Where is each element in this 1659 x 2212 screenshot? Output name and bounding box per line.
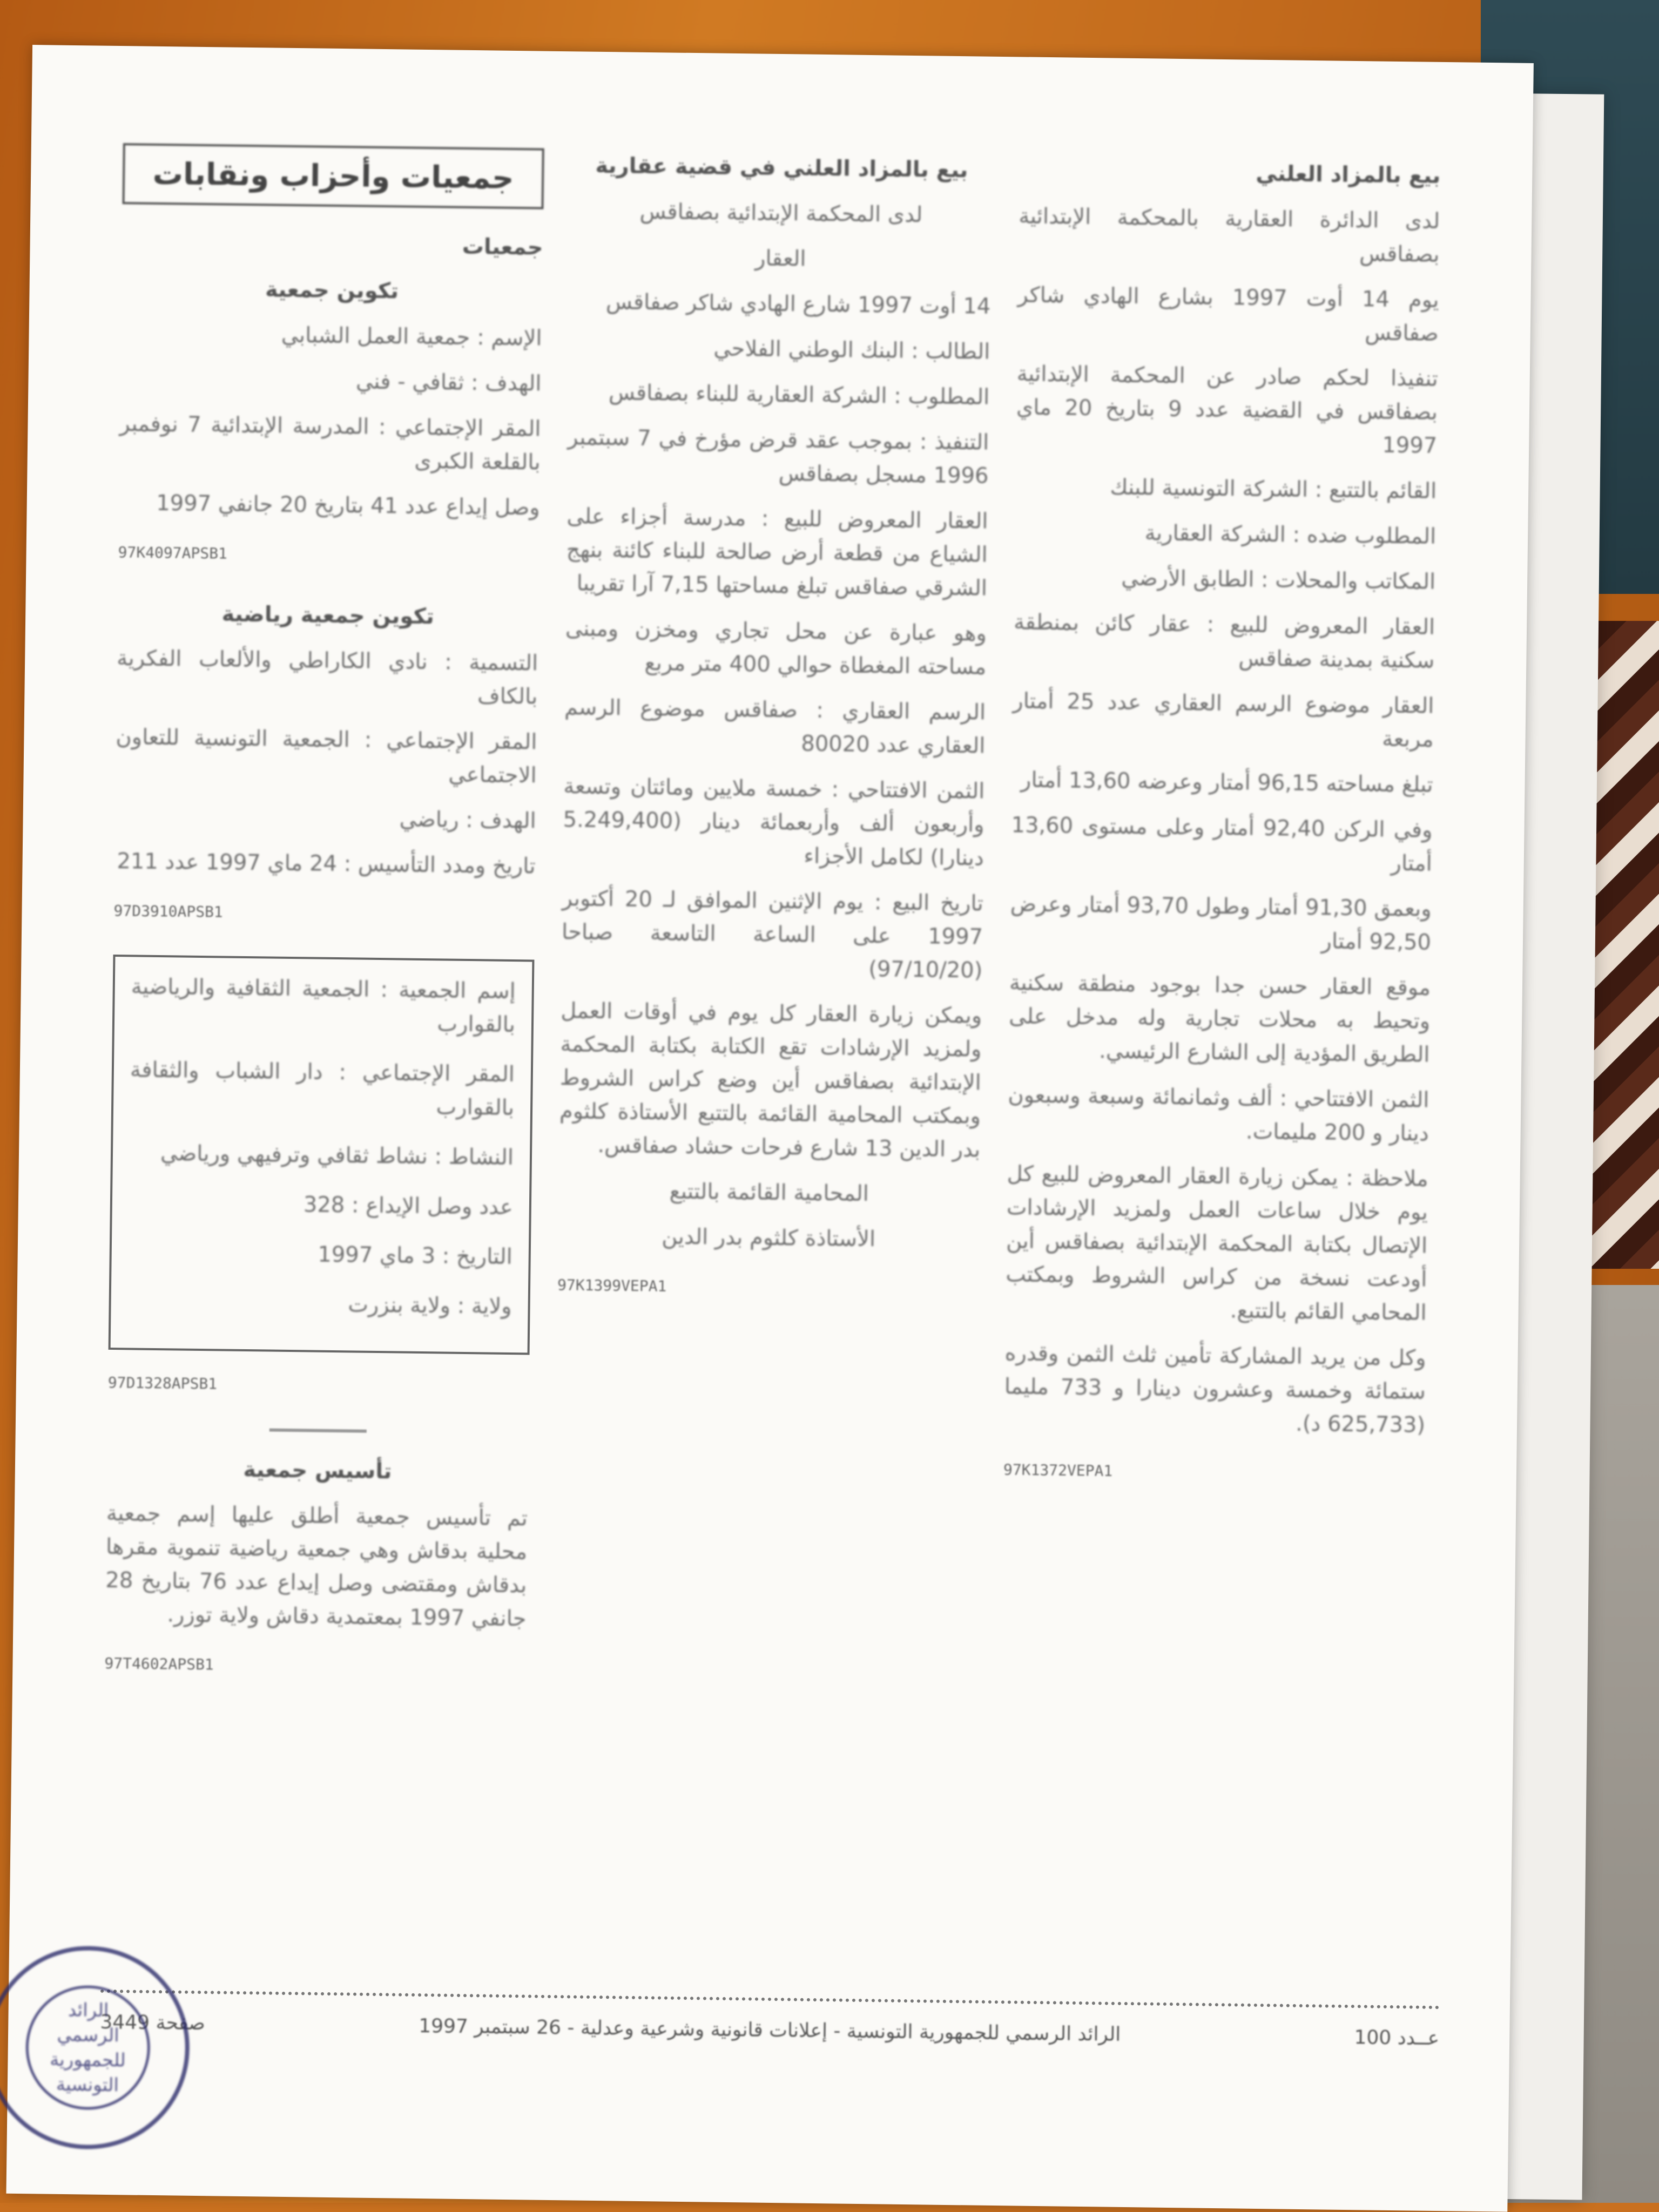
- right-col-line: وكل من يريد المشاركة تأمين ثلث الثمن وقدره ستمائة وخمسة وعشرون دينارا و 733 مليما (625,733 د).: [1004, 1341, 1426, 1438]
- middle-column: [557, 148, 993, 1334]
- notice2-title: تكوين جمعية رياضية: [221, 601, 435, 630]
- right-col-line: العقار موضوع الرسم العقاري عدد 25 أمتار مربعة: [1013, 688, 1434, 752]
- mid-col-line: لدى المحكمة الإبتدائية بصفاقس: [639, 199, 923, 228]
- notice3-ref: 97D1328APSB1: [107, 1373, 218, 1393]
- notice1-ref: 97K4097APSB1: [118, 543, 228, 563]
- mid-col-line: العقار: [754, 246, 806, 272]
- mid-col-line: الثمن الافتتاحي : خمسة ملايين ومائتان وتسعة وأربعون ألف وأربعمائة دينار (5.249,400 دينارا) لكامل الأجزاء: [563, 774, 985, 871]
- right-column: [1003, 154, 1441, 1518]
- right-col-ref: 97K1372VEPA1: [1003, 1460, 1113, 1480]
- mid-col-line: العقار المعروض للبيع : مدرسة أجزاء على الشياع من قطعة أرض صالحة للبناء كائنة بنهج الشرقي صفاقس تبلغ مساحتها 7,15 آرا تقريبا: [566, 504, 988, 601]
- associations-label: جمعيات: [462, 234, 543, 260]
- mid-col-line: بيع بالمزاد العلني في قضية عقارية: [595, 153, 968, 183]
- footer-publication-title: الرائد الرسمي للجمهورية التونسية - إعلانات قانونية وشرعية وعدلية - 26 سبتمبر 1997: [419, 2015, 1121, 2046]
- notice3-line: التاريخ : 3 ماي 1997: [318, 1242, 513, 1270]
- notice1-title: تكوين جمعية: [265, 277, 399, 304]
- right-col-line: لدى الدائرة العقارية بالمحكمة الإبتدائية بصفاقس: [1019, 204, 1440, 267]
- notice3-line: ولاية : ولاية بنزرت: [348, 1292, 512, 1320]
- notice1-line: الهدف : ثقافي - فني: [355, 369, 542, 396]
- right-col-line: ملاحظة : يمكن زيارة العقار المعروض للبيع كل يوم خلال ساعات العمل ولمزيد الإرشادات الإتصال بكتابة المحكمة الإبتدائية بصفاقس أين أودعت نسخة من كراس الشروط وبمكتب المحامي القائم بالتتبع.: [1006, 1161, 1428, 1325]
- notice2-ref: 97D3910APSB1: [113, 901, 224, 921]
- left-column: [104, 143, 544, 1712]
- right-col-line: تنفيذا لحكم صادر عن المحكمة الإبتدائية بصفاقس في القضية عدد 9 بتاريخ 20 ماي 1997: [1016, 361, 1439, 458]
- notice2-line: تاريخ ومدد التأسيس : 24 ماي 1997 عدد 211: [117, 849, 536, 879]
- notice4-title: تأسيس جمعية: [243, 1457, 392, 1484]
- mid-col-line: تاريخ البيع : يوم الإثنين الموافق لـ 20 أكتوبر 1997 على الساعة التاسعة صباحا (97/10/20): [561, 886, 984, 983]
- notice1-line: المقر الإجتماعي : المدرسة الإبتدائية 7 نوفمبر بالقلعة الكبرى: [119, 411, 541, 475]
- notice3-line: عدد وصل الإيداع : 328: [303, 1192, 514, 1220]
- notice4-line: تم تأسيس جمعية أطلق عليها إسم جمعية محلية بدقاش وهي جمعية رياضية تنموية مقرها بدقاش ومقتضى وصل إيداع عدد 76 بتاريخ 28 جانفي 1997 بمعتمدية دقاش ولاية توزر.: [105, 1500, 528, 1632]
- separator-rule: [269, 1429, 367, 1433]
- notice3-line: إسم الجمعية : الجمعية الثقافية والرياضية بالقوارب: [131, 974, 516, 1038]
- mid-col-line: ويمكن زيارة العقار كل يوم في أوقات العمل ولمزيد الإرشادات تقع الكتابة بكتابة المحكمة الإبتدائية بصفاقس أين وضع كراس الشروط وبمكتب المحامية القائمة بالتتبع الأستاذة كلثوم بدر الدين 13 شارع فرحات حشاد صفاقس.: [559, 998, 982, 1162]
- notice3-box: [109, 955, 535, 1355]
- right-col-line: المكاتب والمحلات : الطابق الأرضي: [1121, 565, 1436, 594]
- official-stamp: [0, 1945, 191, 2150]
- right-col-line: العقار المعروض للبيع : عقار كائن بمنطقة سكنية بمدينة صفاقس: [1013, 610, 1435, 673]
- notice4-ref: 97T4602APSB1: [104, 1654, 214, 1674]
- right-col-line: بيع بالمزاد العلني: [1256, 161, 1441, 188]
- mid-col-line: 14 أوت 1997 شارع الهادي شاكر صفاقس: [605, 289, 991, 319]
- notice1-line: وصل إيداع عدد 41 بتاريخ 20 جانفي 1997: [156, 490, 540, 520]
- section-title: جمعيات وأحزاب ونقابات: [123, 143, 544, 209]
- mid-col-ref: 97K1399VEPA1: [557, 1276, 667, 1295]
- mid-col-line: المطلوب : الشركة العقارية للبناء بصفاقس: [608, 380, 990, 410]
- mid-col-signature-name: الأستاذة كلثوم بدر الدين: [662, 1224, 876, 1252]
- notice1-line: الإسم : جمعية العمل الشبابي: [281, 322, 542, 351]
- mid-col-line: التنفيذ : بموجب عقد قرض مؤرخ في 7 سبتمبر 1996 مسجل بصفاقس: [568, 425, 989, 489]
- mid-col-line: الطالب : البنك الوطني الفلاحي: [713, 336, 990, 364]
- footer-dotted-rule: [100, 1990, 1440, 2009]
- right-col-line: القائم بالتتبع : الشركة التونسية للبنك: [1110, 475, 1437, 504]
- mid-col-signature: المحامية القائمة بالتتبع: [669, 1179, 869, 1207]
- right-col-line: موقع العقار حسن جدا بوجود منطقة سكنية وتحيط به محلات تجارية وله مدخل على الطريق المؤدية إلى الشارع الرئيسي.: [1008, 970, 1431, 1067]
- notice2-line: الهدف : رياضي: [399, 807, 536, 834]
- stamp-text: الرائد الرسمي للجمهورية التونسية: [25, 1985, 151, 2110]
- footer-issue-number: عــدد 100: [1354, 2026, 1440, 2050]
- notice2-line: التسمية : نادي الكاراطي والألعاب الفكرية بالكاف: [116, 646, 538, 709]
- notice2-line: المقر الإجتماعي : الجمعية التونسية للتعاون الاجتماعي: [116, 725, 537, 788]
- right-col-line: تبلغ مساحته 96,15 أمتار وعرضه 13,60 أمتار: [1020, 767, 1433, 797]
- right-col-line: وفي الركن 92,40 أمتار وعلى مستوى 13,60 أمتار: [1011, 813, 1433, 876]
- page-footer: [100, 2011, 1440, 2065]
- footer-page-number: صفحة 3449: [100, 2011, 205, 2035]
- mid-col-line: الرسم العقاري : صفاقس موضوع الرسم العقاري عدد 80020: [564, 695, 986, 759]
- notice3-line: المقر الإجتماعي : دار الشباب والثقافة بالقوارب: [130, 1057, 515, 1121]
- right-col-line: يوم 14 أوت 1997 بشارع الهادي شاكر صفاقس: [1017, 282, 1439, 346]
- right-col-line: الثمن الافتتاحي : ألف وثمانمائة وسبعة وسبعون دينار و 200 مليمات.: [1008, 1083, 1429, 1146]
- right-col-line: المطلوب ضده : الشركة العقارية: [1144, 520, 1437, 549]
- notice3-line: النشاط : نشاط ثقافي وترفيهي ورياضي: [160, 1141, 514, 1171]
- mid-col-line: وهو عبارة عن محل تجاري ومخزن ومبنى مساحته المغطاة حوالي 400 متر مربع: [565, 616, 987, 680]
- right-col-line: وبعمق 91,30 أمتار وطول 93,70 أمتار وعرض 92,50 أمتار: [1010, 891, 1432, 955]
- gazette-page: [6, 45, 1533, 2212]
